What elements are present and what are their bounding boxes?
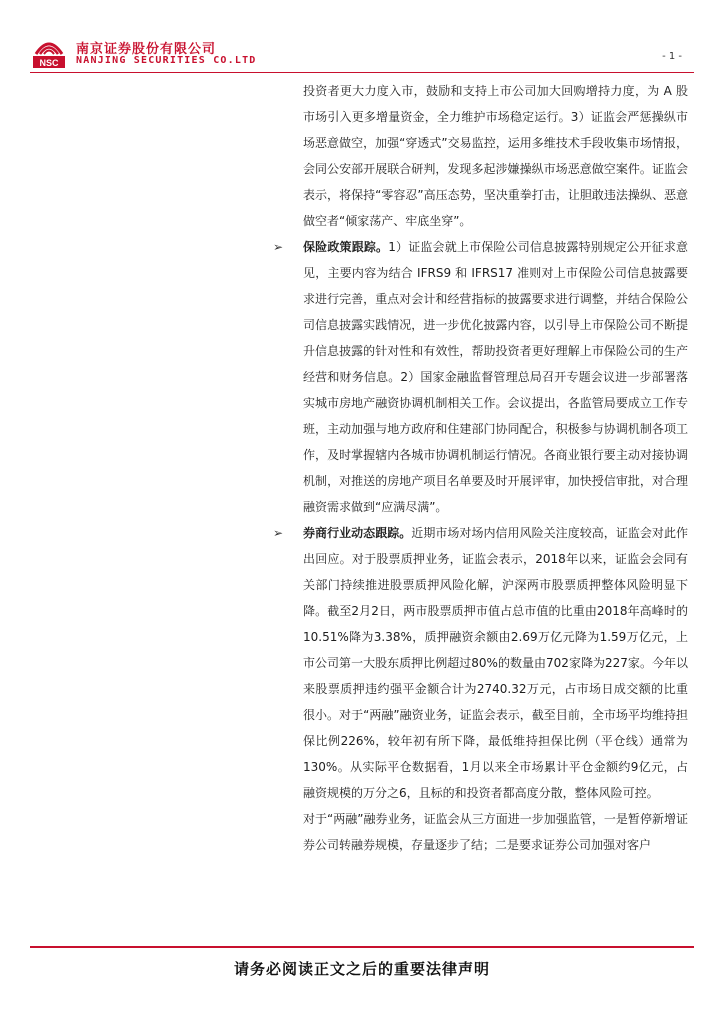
company-name-english: NANJING SECURITIES CO.LTD <box>76 55 257 66</box>
brokerage-dynamics-section <box>273 520 688 806</box>
legal-notice: 请务必阅读正文之后的重要法律声明 <box>233 960 490 978</box>
report-body <box>273 78 688 858</box>
insurance-policy-section <box>273 234 688 520</box>
page-header <box>0 0 724 80</box>
footer-divider <box>30 946 694 948</box>
brokerage-dynamics-title: 券商行业动态跟踪。 <box>303 526 412 540</box>
arrow-bullet-icon: ➢ <box>273 240 284 254</box>
header-divider <box>30 72 694 73</box>
page-number: - 1 - <box>662 51 682 62</box>
insurance-policy-paragraph <box>303 234 688 520</box>
arrow-bullet-icon: ➢ <box>273 526 284 540</box>
nsc-logo <box>30 36 68 70</box>
tail-paragraph: 对于“两融”融券业务，证监会从三方面进一步加强监管，一是暂停新增证券公司转融券规模，存量逐步了结；二是要求证券公司加强对客户 <box>303 812 688 852</box>
insurance-policy-text: 1）证监会就上市保险公司信息披露特别规定公开征求意见，主要内容为结合 IFRS9 和 IFRS17 准则对上市保险公司信息披露要求进行完善，重点对会计和经营指标的披露要求进行调整，并结合保险公司信息披露实践情况，进一步优化披露内容，以引导上市保险公司不断提升信息披露的针对性和有效性，帮助投资者更好理解上市保险公司的生产经营和财务信息。2）国家金融监督管理总局召开专题会议进一步部署落实城市房地产融资协调机制相关工作。会议提出，各监管局要成立工作专班，主动加强与地方政府和住建部门协同配合，积极参与协调机制各项工作，及时掌握辖内各城市协调机制运行情况。各商业银行要主动对接协调机制，对推送的房地产项目名单要及时开展评审，加快授信审批，对合理融资需求做到“应满尽满”。 <box>303 240 688 514</box>
brokerage-dynamics-text: 近期市场对场内信用风险关注度较高，证监会对此作出回应。对于股票质押业务，证监会表示，2018年以来，证监会会同有关部门持续推进股票质押风险化解，沪深两市股票质押整体风险明显下降。截至2月2日，两市股票质押市值占总市值的比重由2018年高峰时的10.51%降为3.38%，质押融资余额由2.69万亿元降为1.59万亿元，上市公司第一大股东质押比例超过80%的数量由702家降为227家。今年以来股票质押违约强平金额合计为2740.32万元，占市场日成交额的比重很小。对于“两融”融资业务，证监会表示，截至目前，全市场平均维持担保比例226%，较年初有所下降，最低维持担保比例（平仓线）通常为130%。从实际平仓数据看，1月以来全市场累计平仓金额约9亿元，占融资规模的万分之6，且标的和投资者都高度分散，整体风险可控。 <box>303 526 688 800</box>
logo-mark: NSC <box>39 58 59 68</box>
company-name-chinese: 南京证券股份有限公司 <box>76 42 217 57</box>
brokerage-dynamics-paragraph <box>303 520 688 806</box>
intro-paragraph: 投资者更大力度入市，鼓励和支持上市公司加大回购增持力度，为 A 股市场引入更多增量资金，全力维护市场稳定运行。3）证监会严惩操纵市场恶意做空，加强“穿透式”交易监控，运用多维技术手段收集市场情报，会同公安部开展联合研判，发现多起涉嫌操纵市场恶意做空案件。证监会表示，将保持“零容忍”高压态势，坚决重拳打击，让胆敢违法操纵、恶意做空者“倾家荡产、牢底坐穿”。 <box>303 84 688 228</box>
insurance-policy-title: 保险政策跟踪。 <box>303 240 389 254</box>
